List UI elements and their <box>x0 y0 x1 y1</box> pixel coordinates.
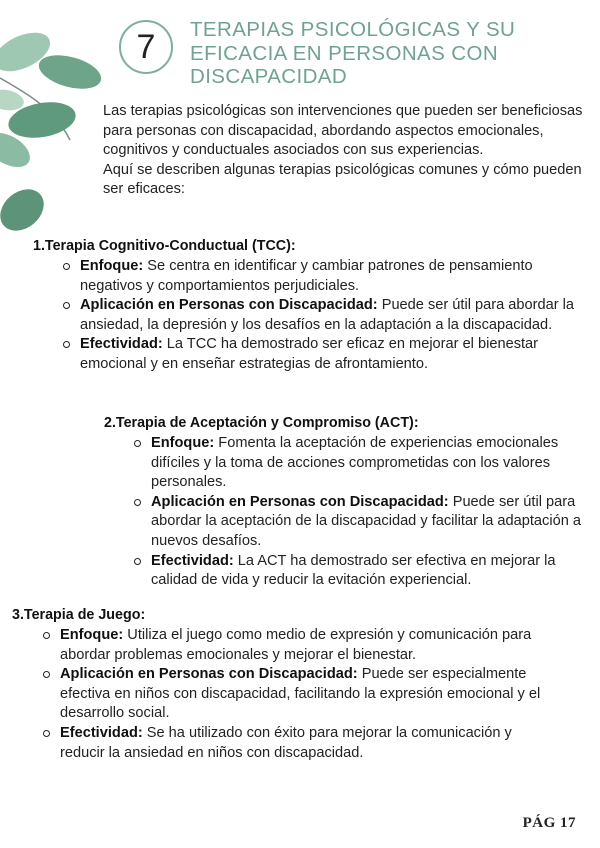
item-text: Utiliza el juego como medio de expresión y comunicación para abordar problemas emocionales y mejorar el bienestar. <box>60 627 532 663</box>
intro-paragraph-1: Las terapias psicológicas son intervenciones que pueden ser beneficiosas para personas con discapacidad, abordando aspectos emocionales, cognitivos y conductuales asociados con sus experiencias. <box>103 103 583 159</box>
intro-text <box>103 102 583 200</box>
circle-bullet-icon <box>63 263 70 270</box>
list-item <box>41 626 541 665</box>
list-item <box>132 493 588 552</box>
intro-paragraph-2: Aquí se describen algunas terapias psicológicas comunes y cómo pueden ser eficaces: <box>103 161 582 198</box>
circle-bullet-icon <box>43 632 50 639</box>
list-item <box>132 434 588 493</box>
circle-bullet-icon <box>134 440 141 447</box>
item-label: Enfoque: <box>151 435 215 451</box>
item-label: Aplicación en Personas con Discapacidad: <box>60 666 358 683</box>
item-label: Efectividad: <box>151 552 234 569</box>
item-label: Efectividad: <box>60 724 143 741</box>
list-item <box>41 724 541 763</box>
section-list-tcc <box>61 257 581 375</box>
page-title: TERAPIAS PSICOLÓGICAS Y SU EFICACIA EN PERSONAS CON DISCAPACIDAD <box>190 18 516 88</box>
list-item <box>61 335 581 374</box>
section-number: 7 <box>136 27 156 66</box>
item-text: Se centra en identificar y cambiar patrones de pensamiento negativos y comportamientos perjudiciales. <box>80 258 533 294</box>
item-text: La TCC ha demostrado ser eficaz en mejorar el bienestar emocional y en enseñar estrategias de afrontamiento. <box>80 336 539 372</box>
item-label: Enfoque: <box>60 627 124 643</box>
section-list-juego <box>41 626 541 763</box>
section-number-badge <box>119 20 173 74</box>
section-list-act <box>132 434 588 591</box>
list-item <box>61 257 581 296</box>
section-heading-tcc: 1.Terapia Cognitivo-Conductual (TCC): <box>33 238 296 254</box>
section-heading-juego: 3.Terapia de Juego: <box>12 607 146 623</box>
circle-bullet-icon <box>63 341 70 348</box>
item-label: Efectividad: <box>80 336 163 353</box>
item-text: Puede ser útil para abordar la ansiedad, la depresión y los desafíos en la adaptación a la discapacidad. <box>80 297 574 333</box>
section-heading-act: 2.Terapia de Aceptación y Compromiso (ACT): <box>104 415 419 431</box>
page-number: PÁG 17 <box>522 815 576 831</box>
list-item <box>132 552 588 591</box>
item-text: La ACT ha demostrado ser efectiva en mejorar la calidad de vida y reducir la evitación experiencial. <box>151 552 556 589</box>
list-item <box>61 296 581 335</box>
item-text: Se ha utilizado con éxito para mejorar la comunicación y reducir la ansiedad en niños con discapacidad. <box>60 724 512 761</box>
circle-bullet-icon <box>134 558 141 565</box>
item-text: Puede ser útil para abordar la aceptación de la discapacidad y facilitar la adaptación a nuevos desafíos. <box>151 493 581 549</box>
circle-bullet-icon <box>43 730 50 737</box>
item-label: Aplicación en Personas con Discapacidad: <box>80 297 378 314</box>
item-label: Enfoque: <box>80 258 144 274</box>
circle-bullet-icon <box>134 499 141 506</box>
item-text: Fomenta la aceptación de experiencias emocionales difíciles y la toma de acciones comprometidas con los valores personales. <box>151 435 559 491</box>
circle-bullet-icon <box>63 302 70 309</box>
item-label: Aplicación en Personas con Discapacidad: <box>151 493 449 510</box>
circle-bullet-icon <box>43 671 50 678</box>
list-item <box>41 665 541 724</box>
item-text: Puede ser especialmente efectiva en niños con discapacidad, facilitando la expresión emocional y el desarrollo social. <box>60 666 541 722</box>
